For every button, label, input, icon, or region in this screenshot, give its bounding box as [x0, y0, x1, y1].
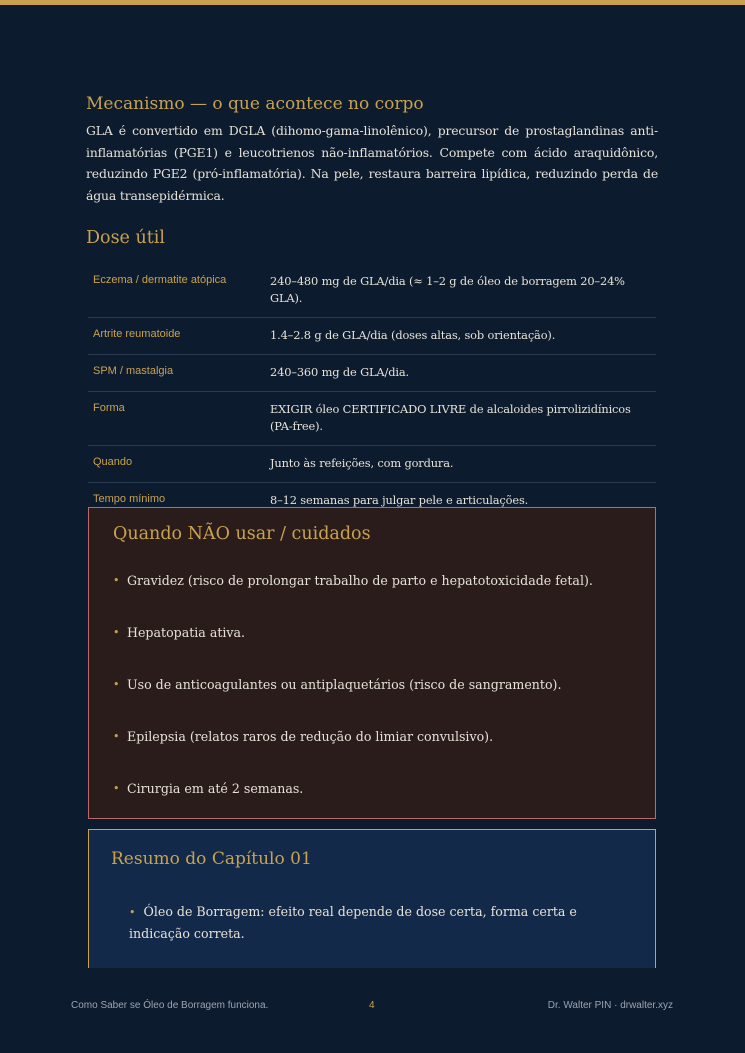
footer-page-number: 4 [369, 1000, 375, 1011]
bullet-icon: • [113, 626, 120, 639]
dose-row-value: 240–480 mg de GLA/dia (≈ 1–2 g de óleo de borragem 20–24% GLA). [270, 274, 625, 305]
dose-row-label: SPM / mastalgia [93, 365, 174, 377]
dose-row-label: Tempo mínimo [93, 493, 166, 505]
dose-row-value: Junto às refeições, com gordura. [270, 456, 454, 470]
dose-row-value: EXIGIR óleo CERTIFICADO LIVRE de alcaloides pirrolizidínicos (PA-free). [270, 402, 631, 433]
summary-box [88, 829, 656, 968]
list-item-text: Hepatopatia ativa. [127, 625, 246, 640]
dose-row-value: 8–12 semanas para julgar pele e articulações. [270, 493, 529, 507]
mechanism-heading: Mecanismo — o que acontece no corpo [86, 94, 424, 114]
dose-table [88, 264, 656, 519]
dose-heading: Dose útil [86, 228, 165, 248]
dose-row-label: Quando [93, 456, 133, 468]
dose-row [88, 392, 656, 446]
summary-item [111, 901, 633, 944]
dose-row [88, 264, 656, 318]
list-item [113, 728, 631, 746]
list-item-text: Cirurgia em até 2 semanas. [127, 781, 304, 796]
list-item-text: Uso de anticoagulantes ou antiplaquetários (risco de sangramento). [127, 677, 562, 692]
main-content [86, 92, 658, 519]
list-item-text: Epilepsia (relatos raros de redução do limiar convulsivo). [127, 729, 494, 744]
warnings-box [88, 507, 656, 819]
footer-book-title: Como Saber se Óleo de Borragem funciona. [71, 1000, 269, 1011]
list-item-text: Gravidez (risco de prolongar trabalho de parto e hepatotoxicidade fetal). [127, 573, 593, 588]
dose-row-value: 240–360 mg de GLA/dia. [270, 365, 409, 379]
dose-row-label: Eczema / dermatite atópica [93, 274, 227, 286]
list-item [113, 572, 631, 590]
dose-row-label: Artrite reumatoide [93, 328, 181, 340]
bullet-icon: • [113, 730, 120, 743]
dose-row [88, 446, 656, 483]
top-accent-bar [0, 0, 745, 5]
warnings-heading: Quando NÃO usar / cuidados [113, 524, 371, 544]
summary-item-text: Óleo de Borragem: efeito real depende de dose certa, forma certa e indicação correta. [129, 904, 577, 941]
summary-heading: Resumo do Capítulo 01 [111, 849, 312, 869]
list-item [113, 676, 631, 694]
bullet-icon: • [129, 906, 136, 919]
mechanism-paragraph: GLA é convertido em DGLA (dihomo-gama-linolênico), precursor de prostaglandinas anti-inflamatórias (PGE1) e leucotrienos não-inflamatórios. Compete com ácido araquidônico, reduzindo PGE2 (pró-inflamatória). Na pele, restaura barreira lipídica, reduzindo perda de água transepidérmica. [86, 123, 658, 203]
footer-author: Dr. Walter PIN · drwalter.xyz [547, 1000, 673, 1011]
warnings-list [113, 572, 631, 798]
bullet-icon: • [113, 574, 120, 587]
dose-row [88, 318, 656, 355]
dose-row-label: Forma [93, 402, 125, 414]
dose-row [88, 355, 656, 392]
bullet-icon: • [113, 678, 120, 691]
list-item [113, 624, 631, 642]
bullet-icon: • [113, 782, 120, 795]
dose-row-value: 1.4–2.8 g de GLA/dia (doses altas, sob orientação). [270, 328, 556, 342]
list-item [113, 780, 631, 798]
page-footer [0, 998, 745, 1018]
